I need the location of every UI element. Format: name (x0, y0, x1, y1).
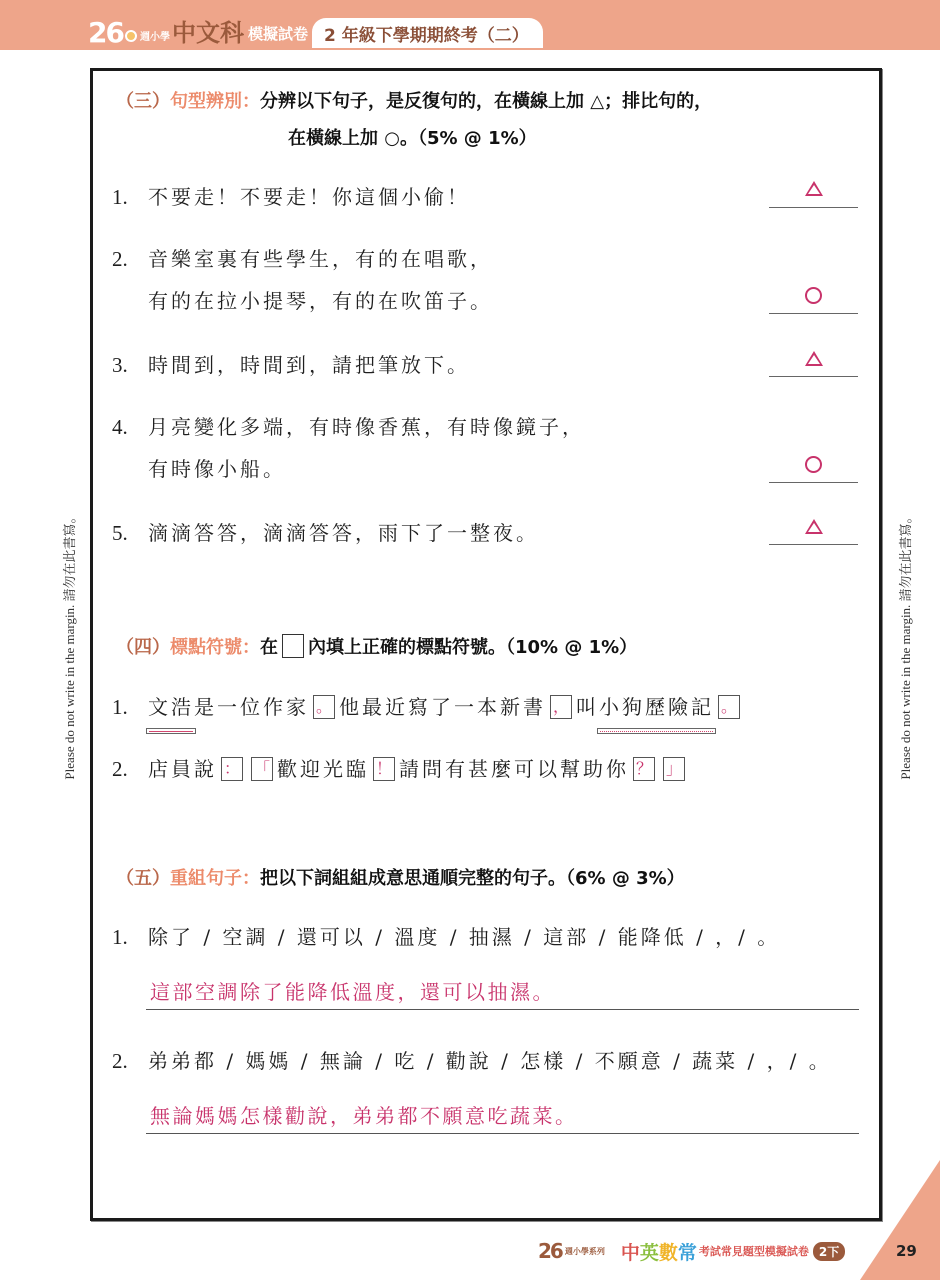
question-number: 1. (112, 925, 128, 949)
logo-26: 26 (88, 16, 123, 49)
question-number: 1. (112, 185, 128, 209)
section3-colon: ： (242, 91, 260, 112)
sentence-segment: 是一位作家 (194, 695, 309, 719)
punctuation-box[interactable]: ， (550, 695, 572, 719)
s3-question-4 (112, 406, 585, 490)
footer-series (538, 1238, 845, 1264)
question-number: 2. (112, 1049, 128, 1073)
question-prompt: 弟弟都 / 媽媽 / 無論 / 吃 / 勸說 / 怎樣 / 不願意 / 蔬菜 / ，/ 。 (148, 1049, 832, 1073)
s3-answer-line-1[interactable] (769, 207, 858, 208)
book-title (599, 686, 714, 728)
s3-question-5 (112, 512, 539, 554)
section5-instruction: 把以下詞組組成意思通順完整的句子。（6% @ 3%） (260, 868, 685, 889)
s3-question-1 (112, 176, 470, 218)
question-text: 時間到，時間到，請把筆放下。 (148, 353, 470, 377)
question-text-cont: 有的在拉小提琴，有的在吹笛子。 (148, 289, 493, 313)
section4-heading (116, 629, 637, 667)
book-title-text: 小狗歷險記 (599, 695, 714, 719)
subject-title: 中文科 (171, 19, 244, 47)
footer-grade-badge: 2下 (813, 1242, 845, 1261)
question-number: 3. (112, 353, 128, 377)
question-prompt: 除了 / 空調 / 還可以 / 溫度 / 抽濕 / 這部 / 能降低 / ，/ 。 (148, 925, 781, 949)
s3-answer-line-3[interactable] (769, 376, 858, 377)
logo-small-text: 週小學 (139, 32, 170, 43)
page-number: 29 (896, 1242, 917, 1260)
margin-note-right: Please do not write in the margin. 請勿在此書寫。 (898, 510, 913, 780)
s3-question-3 (112, 344, 470, 386)
section3-heading-line2 (288, 120, 537, 158)
paper-type: 模擬試卷 (247, 25, 308, 43)
punctuation-box[interactable]: ！ (373, 757, 395, 781)
punctuation-box[interactable]: 。 (718, 695, 740, 719)
section5-title: 重組句子 (170, 868, 242, 889)
footer-series-name: 週小學系列 (564, 1246, 605, 1256)
s5-answer-line-1[interactable] (146, 966, 859, 1010)
book-title-underline (597, 728, 716, 734)
pencil-icon (125, 30, 137, 42)
s3-answer-5 (769, 516, 858, 540)
question-number: 2. (112, 757, 128, 781)
s3-answer-line-5[interactable] (769, 544, 858, 545)
s3-answer-4 (769, 455, 858, 479)
question-number: 1. (112, 695, 128, 719)
section4-instruction-pre: 在 (260, 637, 278, 658)
punctuation-box[interactable]: 。 (313, 695, 335, 719)
corner-decoration (860, 1160, 940, 1280)
footer-subject-english: 英 (639, 1241, 659, 1264)
sentence-segment: 他最近寫了一本新書 (339, 695, 546, 719)
blank-box-icon (282, 634, 304, 658)
section5-heading (116, 860, 685, 898)
circle-icon (805, 287, 822, 304)
s4-question-1 (112, 686, 744, 728)
question-text-cont: 有時像小船。 (148, 457, 286, 481)
s3-answer-line-2[interactable] (769, 313, 858, 314)
question-text: 滴滴答答，滴滴答答，雨下了一整夜。 (148, 521, 539, 545)
triangle-icon (805, 351, 823, 366)
s3-answer-1 (769, 178, 858, 202)
proper-noun (148, 686, 194, 728)
s5-question-2 (112, 1040, 832, 1082)
punctuation-box[interactable]: ？ (633, 757, 655, 781)
section5-colon: ： (242, 868, 260, 889)
proper-noun-underline (146, 728, 196, 734)
sentence-segment: 叫 (576, 695, 599, 719)
question-text: 不要走！不要走！你這個小偷！ (148, 185, 470, 209)
punctuation-box[interactable]: 」 (663, 757, 685, 781)
circle-icon (805, 456, 822, 473)
section3-title: 句型辨別 (170, 91, 242, 112)
s4-question-2 (112, 748, 689, 790)
punctuation-box[interactable]: 「 (251, 757, 273, 781)
triangle-icon (805, 519, 823, 534)
question-number: 5. (112, 521, 128, 545)
s3-answer-line-4[interactable] (769, 482, 858, 483)
s5-answer-line-2[interactable] (146, 1090, 859, 1134)
proper-noun-text: 文浩 (148, 695, 194, 719)
question-text: 音樂室裏有些學生，有的在唱歌， (148, 247, 493, 271)
footer-logo: 26 (538, 1239, 562, 1263)
question-number: 4. (112, 415, 128, 439)
exam-title: 2 年級下學期期終考（二） (312, 18, 543, 48)
section4-instruction-post: 內填上正確的標點符號。（10% @ 1%） (308, 637, 638, 658)
section4-title: 標點符號 (170, 637, 242, 658)
footer-description: 考試常見題型模擬試卷 (698, 1245, 809, 1258)
section4-colon: ： (242, 637, 260, 658)
sentence-segment: 歡迎光臨 (277, 757, 369, 781)
sentence-segment: 店員說 (148, 757, 217, 781)
question-number: 2. (112, 247, 128, 271)
question-text: 月亮變化多端，有時像香蕉，有時像鏡子， (148, 415, 585, 439)
header-title-group (88, 16, 543, 48)
s3-question-2 (112, 238, 493, 322)
s3-answer-3 (769, 348, 858, 372)
footer-subject-gs: 常 (677, 1241, 697, 1264)
punctuation-box[interactable]: ： (221, 757, 243, 781)
s5-question-1 (112, 916, 780, 958)
section3-number: （三） (116, 91, 170, 112)
s5-answer-text-2: 無論媽媽怎樣勸說，弟弟都不願意吃蔬菜。 (150, 1104, 578, 1128)
section5-number: （五） (116, 868, 170, 889)
header-band (0, 0, 940, 50)
footer-subject-math: 數 (658, 1241, 678, 1264)
margin-note-left: Please do not write in the margin. 請勿在此書寫。 (62, 510, 77, 780)
s5-answer-text-1: 這部空調除了能降低溫度，還可以抽濕。 (150, 980, 555, 1004)
section3-heading (116, 83, 712, 121)
sentence-segment: 請問有甚麼可以幫助你 (399, 757, 629, 781)
section3-instruction-2: 在橫線上加 ○。（5% @ 1%） (288, 128, 537, 149)
section3-instruction-1: 分辨以下句子，是反復句的，在橫線上加 △；排比句的， (260, 91, 713, 112)
triangle-icon (805, 181, 823, 196)
s3-answer-2 (769, 286, 858, 310)
section4-number: （四） (116, 637, 170, 658)
footer-subject-chinese: 中 (620, 1241, 640, 1264)
